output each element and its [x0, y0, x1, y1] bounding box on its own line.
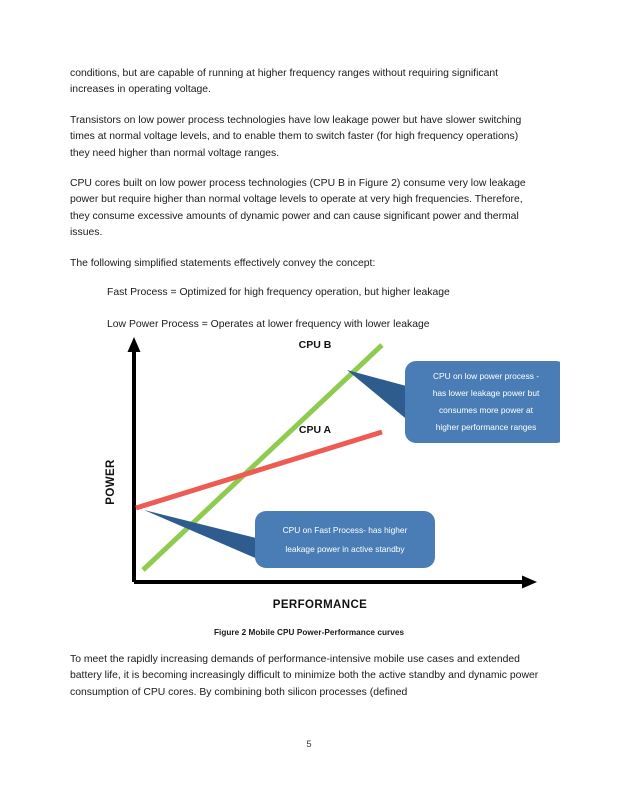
- x-axis-title: PERFORMANCE: [272, 599, 368, 611]
- callout-cpu-b-line-1: CPU on low power process -: [432, 371, 540, 381]
- callout-cpu-b-line-3: consumes more power at: [438, 405, 534, 415]
- paragraph-4: The following simplified statements effectively convey the concept:: [70, 257, 376, 269]
- document-body-lower: [70, 652, 540, 715]
- y-axis-title: POWER: [105, 459, 117, 505]
- statement-fast-process: Fast Process = Optimized for high frequency operation, but higher leakage: [107, 287, 450, 299]
- figure-caption: Figure 2 Mobile CPU Power-Performance curves: [213, 628, 405, 637]
- x-axis: [134, 576, 537, 589]
- series-label-cpu-a: CPU A: [298, 424, 332, 436]
- paragraph-1: conditions, but are capable of running at higher frequency ranges without requiring significant increases in operating voltage.: [70, 68, 499, 96]
- paragraph-2: Transistors on low power process technologies have low leakage power but have slower switching times at normal voltage levels, and to enable them to switch faster (for high frequency operations) they need higher than normal voltage ranges.: [70, 114, 522, 159]
- callout-cpu-a-body: [255, 511, 435, 568]
- callout-cpu-a: [144, 510, 435, 568]
- page-number: 5: [306, 738, 312, 749]
- series-line-cpu-a: [136, 432, 382, 508]
- series-label-cpu-b: CPU B: [298, 339, 332, 351]
- closing-paragraph: To meet the rapidly increasing demands of performance-intensive mobile use cases and extended battery life, it is becoming increasingly difficult to minimize both the active standby and dynamic power consumption of CPU cores. By combining both silicon processes (defined: [70, 654, 539, 698]
- callout-cpu-a-line-2: leakage power in active standby: [285, 544, 405, 554]
- statement-low-power-process: Low Power Process = Operates at lower frequency with lower leakage: [107, 319, 430, 331]
- document-body-upper: [70, 66, 532, 350]
- y-axis: [128, 337, 141, 582]
- callout-cpu-b-tail: [347, 370, 410, 422]
- callout-cpu-b-line-4: higher performance ranges: [435, 422, 537, 432]
- paragraph-3: CPU cores built on low power process technologies (CPU B in Figure 2) consume very low leakage power but require higher than normal voltage levels to operate at very high frequencies. Therefore, they consume excessive amounts of dynamic power and can cause significant power and thermal issues.: [70, 178, 526, 239]
- callout-cpu-b-line-2: has lower leakage power but: [432, 388, 540, 398]
- figure-power-performance-chart: [100, 330, 560, 625]
- callout-cpu-a-line-1: CPU on Fast Process- has higher: [282, 525, 408, 535]
